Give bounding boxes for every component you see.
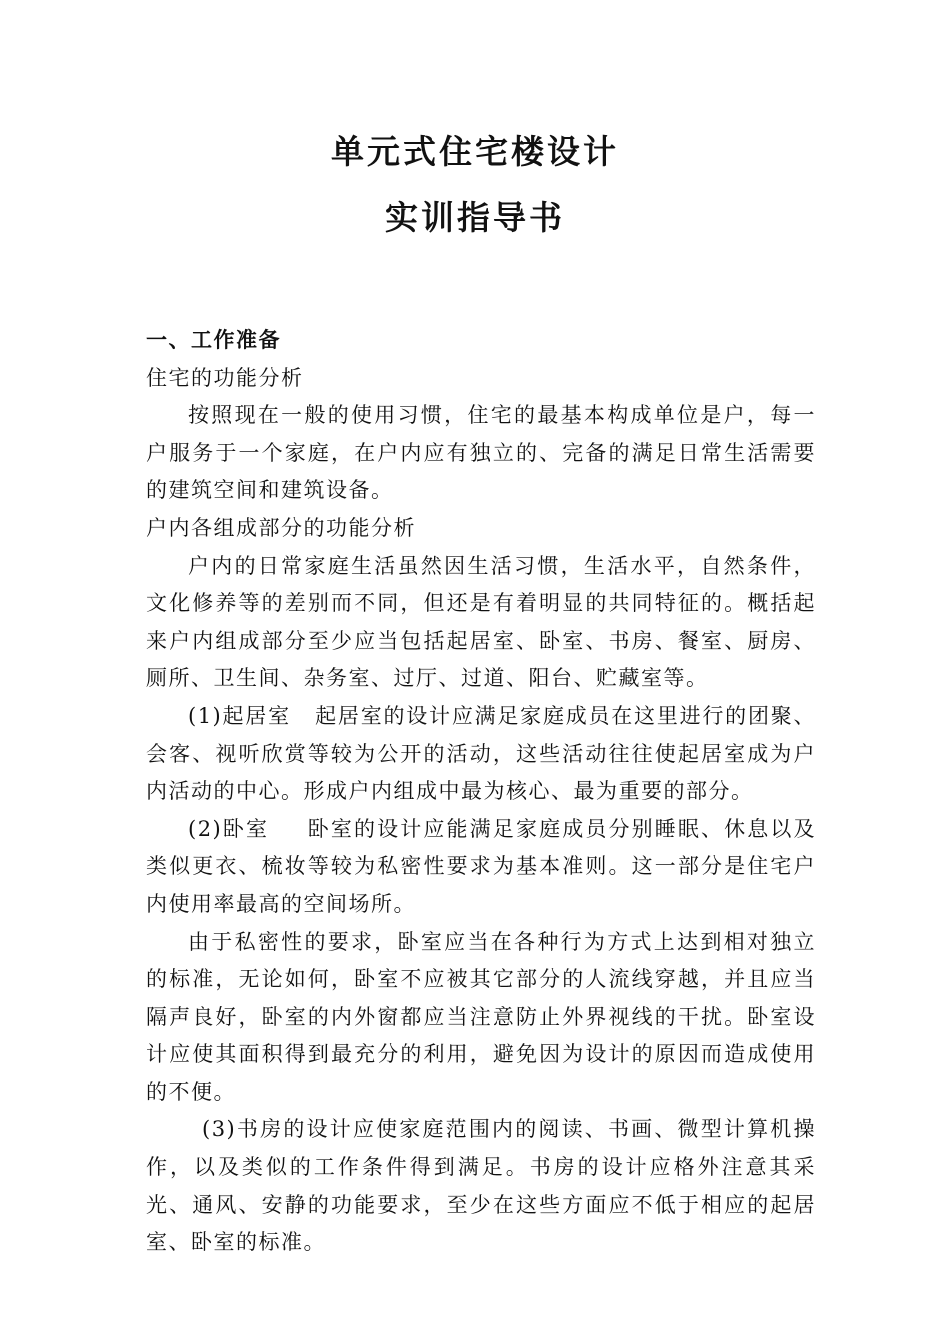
paragraph: 按照现在一般的使用习惯，住宅的最基本构成单位是户，每一户服务于一个家庭，在户内应有独立的、完备的满足日常生活需要的建筑空间和建筑设备。 (146, 403, 816, 503)
list-item-text: 卧室的设计应能满足家庭成员分别睡眠、休息以及类似更衣、梳妆等较为私密性要求为基本准则。这一部分是住宅户内使用率最高的空间场所。 (146, 816, 816, 916)
list-item-label: (1)起居室 (188, 703, 291, 728)
subsection-heading: 住宅的功能分析 (146, 365, 304, 390)
document-body (146, 322, 816, 1262)
section-heading: 一、工作准备 (146, 328, 281, 352)
paragraph: 由于私密性的要求，卧室应当在各种行为方式上达到相对独立的标准，无论如何，卧室不应被其它部分的人流线穿越，并且应当隔声良好，卧室的内外窗都应当注意防止外界视线的干扰。卧室设计应使其面积得到最充分的利用，避免因为设计的原因而造成使用的不便。 (146, 929, 816, 1104)
document-subtitle: 实训指导书 (385, 198, 565, 237)
document-title: 单元式住宅楼设计 (331, 132, 619, 171)
list-item-label: (2)卧室 (188, 816, 270, 841)
paragraph: 户内的日常家庭生活虽然因生活习惯，生活水平，自然条件，文化修养等的差别而不同，但还是有着明显的共同特征的。概括起来户内组成部分至少应当包括起居室、卧室、书房、餐室、厨房、厕所、卫生间、杂务室、过厅、过道、阳台、贮藏室等。 (146, 553, 816, 691)
subsection-heading: 户内各组成部分的功能分析 (146, 515, 416, 540)
list-item (146, 811, 816, 924)
list-item-text: 起居室的设计应满足家庭成员在这里进行的团聚、会客、视听欣赏等较为公开的活动，这些活动往往使起居室成为户内活动的中心。形成户内组成中最为核心、最为重要的部分。 (146, 703, 817, 804)
list-item (146, 698, 816, 811)
list-item: (3)书房的设计应使家庭范围内的阅读、书画、微型计算机操作，以及类似的工作条件得到满足。书房的设计应格外注意其采光、通风、安静的功能要求，至少在这些方面应不低于相应的起居室、卧室的标准。 (146, 1117, 816, 1255)
